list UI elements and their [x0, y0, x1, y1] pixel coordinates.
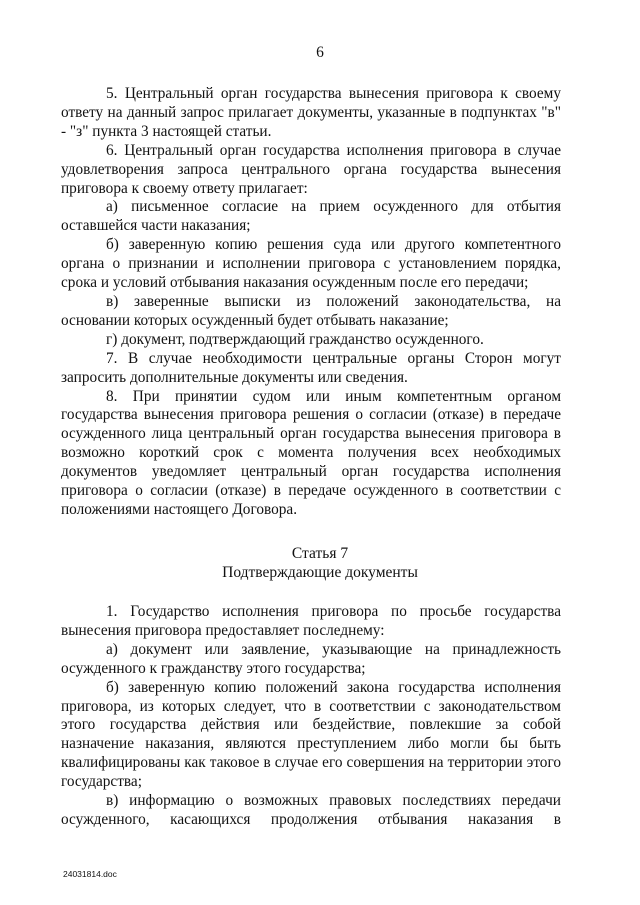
paragraph: 7. В случае необходимости центральные органы Сторон могут запросить дополнительные документы или сведения.: [61, 349, 561, 386]
paragraph: 6. Центральный орган государства исполнения приговора в случае удовлетворения запроса центрального органа государства вынесения приговора к своему ответу прилагает:: [61, 141, 561, 197]
paragraph: 8. При принятии судом или иным компетентным органом государства вынесения приговора решения о согласии (отказе) в передаче осужденного лица центральный орган государства вынесения приговора в возможно короткий срок с момента получения всех необходимых документов уведомляет центральный орган государства исполнения приговора о согласии (отказе) в передаче осужденного в соответствии с положениями настоящего Договора.: [61, 387, 561, 518]
paragraph: г) документ, подтверждающий гражданство осужденного.: [106, 330, 484, 348]
page-number: 6: [316, 44, 324, 61]
article-number: Статья 7: [291, 545, 349, 562]
paragraph: б) заверенную копию положений закона государства исполнения приговора, из которых следует, что в соответствии с законодательством этого государства действия или бездействие, повлекшие за собой назначение наказания, являются преступлением либо могли бы быть квалифицированы как таковое в случае его совершения на территории этого государства;: [61, 678, 561, 791]
article-body: [61, 603, 561, 830]
paragraph: б) заверенную копию решения суда или другого компетентного органа о признании и исполнении приговора с установлением порядка, срока и условий отбывания наказания осужденным после его передачи;: [61, 236, 561, 292]
article-heading: [0, 544, 640, 582]
body-text: [61, 85, 561, 520]
paragraph: в) заверенные выписки из положений законодательства, на основании которых осужденный будет отбывать наказание;: [61, 292, 561, 329]
paragraph: а) письменное согласие на прием осужденного для отбытия оставшейся части наказания;: [61, 198, 561, 235]
paragraph: в) информацию о возможных правовых последствиях передачи осужденного, касающихся продолжения отбывания наказания в: [61, 792, 561, 828]
paragraph: а) документ или заявление, указывающие на принадлежность осужденного к гражданству этого государства;: [61, 640, 561, 677]
paragraph: 5. Центральный орган государства вынесения приговора к своему ответу на данный запрос прилагает документы, указанные в подпунктах "в" - "з" пункта 3 настоящей статьи.: [61, 85, 561, 140]
footer-filename: 24031814.doc: [63, 869, 117, 879]
paragraph: 1. Государство исполнения приговора по просьбе государства вынесения приговора предоставляет последнему:: [61, 603, 561, 639]
article-title: Подтверждающие документы: [222, 564, 418, 581]
